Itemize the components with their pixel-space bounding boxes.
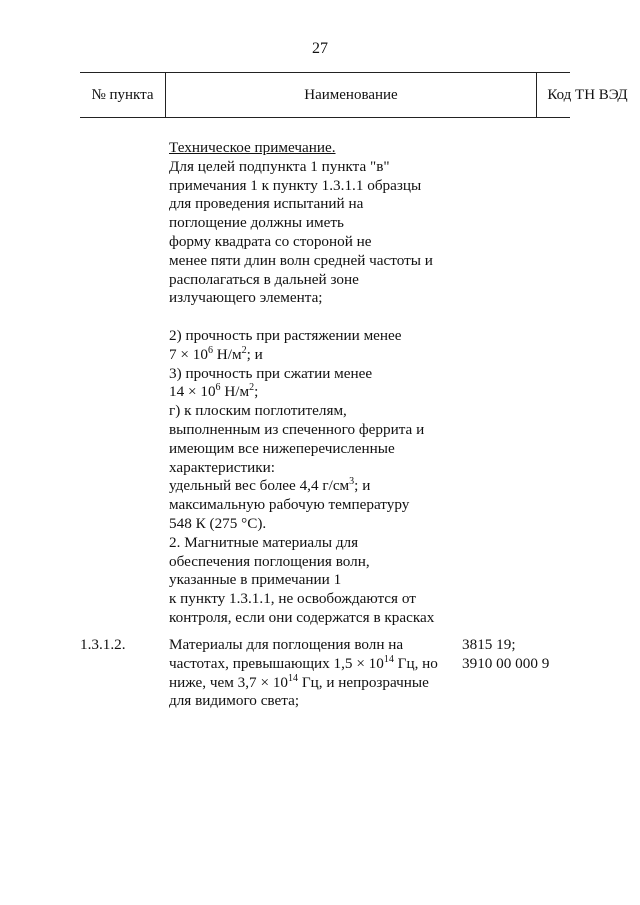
note-line: указанные в примечании 1: [169, 571, 342, 589]
note-line: для проведения испытаний на: [169, 195, 364, 213]
page-number: 27: [312, 40, 328, 57]
compressive-strength-value: $14 \times 10^6$ $Н/м^2$;: [169, 382, 259, 401]
note-line: поглощение должны иметь: [169, 214, 344, 232]
item-code: [462, 636, 572, 674]
item-name-line: ниже, чем $3,7 \times 10^{14}$ Гц, и непрозрачные: [169, 672, 429, 691]
note-line: г) к плоским поглотителям,: [169, 402, 347, 420]
header-code: Код ТН ВЭД: [547, 87, 628, 103]
table-header: [80, 72, 628, 118]
note-line: обеспечения поглощения волн,: [169, 552, 370, 570]
note-line: форму квадрата со стороной не: [169, 232, 372, 250]
header-item-number: № пункта: [91, 87, 154, 103]
note-title: Техническое примечание.: [169, 139, 336, 156]
note-line: примечания 1 к пункту 1.3.1.1 образцы: [169, 176, 422, 194]
note-line: контроля, если они содержатся в красках: [169, 608, 435, 626]
item-code-line: 3815 19;: [462, 636, 516, 653]
technical-note: [169, 139, 469, 628]
header-name: Наименование: [165, 73, 537, 117]
note-line: располагаться в дальней зоне: [169, 270, 359, 288]
note-line: 2. Магнитные материалы для: [169, 533, 359, 551]
note-line: выполненным из спеченного феррита и: [169, 420, 425, 438]
note-line: имеющим все нижеперечисленные: [169, 439, 395, 457]
note-line: максимальную рабочую температуру: [169, 496, 410, 514]
compressive-strength-label: 3) прочность при сжатии менее: [169, 364, 373, 382]
item-name: [169, 636, 459, 711]
item-name-line: Материалы для поглощения волн на: [169, 636, 404, 653]
item-number: 1.3.1.2.: [80, 636, 126, 653]
note-line: характеристики:: [169, 458, 275, 476]
item-code-line: 3910 00 000 9: [462, 654, 550, 672]
note-line: менее пяти длин волн средней частоты и: [169, 251, 433, 269]
note-line: 548 К (275 °С).: [169, 514, 267, 532]
item-name-line: для видимого света;: [169, 692, 300, 710]
note-line: излучающего элемента;: [169, 289, 323, 307]
tensile-strength-value: $7 \times 10^6$ $Н/м^2$; и: [169, 344, 263, 363]
note-line: Для целей подпункта 1 пункта "в": [169, 157, 390, 175]
tensile-strength-label: 2) прочность при растяжении менее: [169, 326, 402, 344]
note-line: к пункту 1.3.1.1, не освобождаются от: [169, 590, 416, 608]
paragraph-gap: [169, 308, 469, 327]
density-value: удельный вес более 4,4 $г/см^3$; и: [169, 476, 371, 495]
item-name-line: частотах, превышающих $1,5 \times 10^{14}$ Гц, но: [169, 653, 438, 672]
